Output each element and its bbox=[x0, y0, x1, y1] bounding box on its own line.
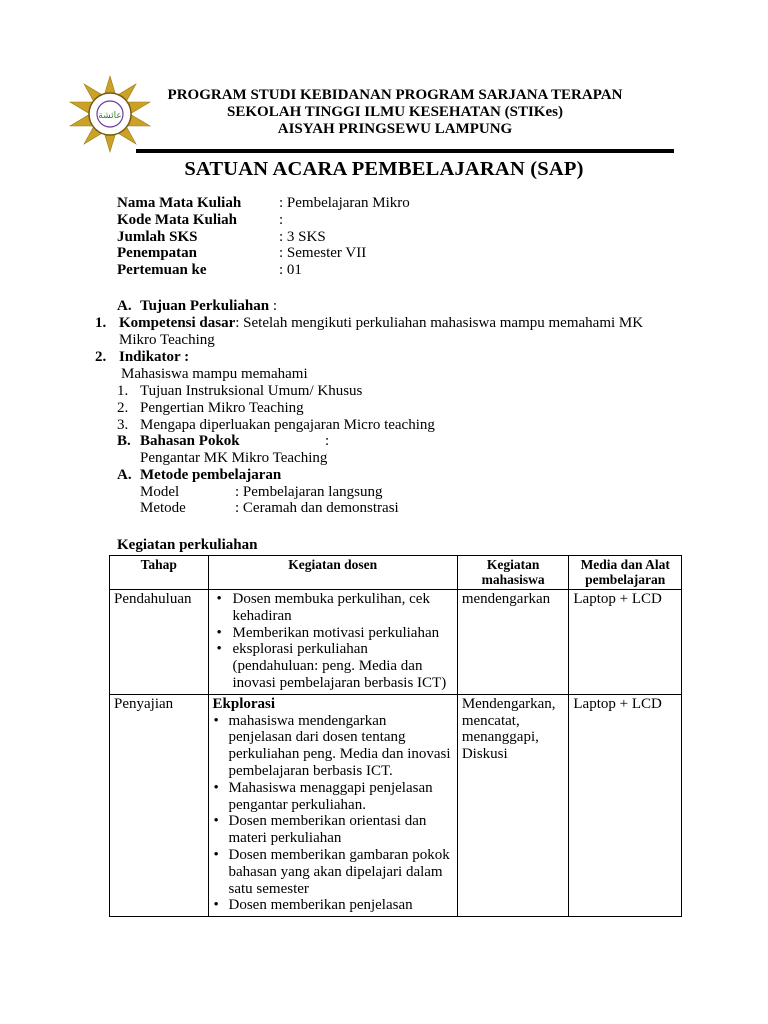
header-line-2: SEKOLAH TINGGI ILMU KESEHATAN (STIKes) bbox=[227, 104, 563, 120]
dosen-list bbox=[213, 591, 453, 692]
tahap-cell: Penyajian bbox=[110, 694, 209, 916]
table-row bbox=[110, 590, 682, 695]
indikator-intro: Mahasiswa mampu memahami bbox=[121, 366, 308, 382]
table-row bbox=[110, 694, 682, 916]
dosen-heading: Ekplorasi bbox=[212, 695, 276, 712]
header-line-3: AISYAH PRINGSEWU LAMPUNG bbox=[277, 121, 513, 137]
bahasan-colon: : bbox=[325, 433, 330, 449]
info-value: : 3 SKS bbox=[279, 228, 326, 245]
metode-type-label: Metode bbox=[140, 500, 186, 516]
tujuan-marker: A. bbox=[117, 298, 132, 314]
tujuan-colon: : bbox=[269, 298, 278, 314]
table-header: Kegiatan mahasiswa bbox=[457, 556, 569, 590]
info-label: Penempatan bbox=[117, 245, 197, 262]
dosen-cell bbox=[208, 694, 457, 916]
indikator-item-num: 1. bbox=[117, 383, 129, 399]
table-header-row bbox=[110, 556, 682, 590]
kompetensi-line-2: Mikro Teaching bbox=[119, 332, 215, 348]
bahasan-marker: B. bbox=[117, 433, 131, 449]
metode-label: Metode pembelajaran bbox=[140, 467, 282, 483]
metode-marker: A. bbox=[117, 467, 132, 483]
info-label: Jumlah SKS bbox=[117, 228, 198, 245]
info-row bbox=[117, 245, 410, 262]
list-item: • mahasiswa mendengarkan penjelasan dari dosen tentang perkuliahan peng. Media dan inovasi pembelajaran berbasis ICT. bbox=[213, 713, 453, 780]
tujuan-label: Tujuan Perkuliahan bbox=[140, 298, 270, 314]
info-label: Kode Mata Kuliah bbox=[117, 211, 238, 228]
bahasan-text: Pengantar MK Mikro Teaching bbox=[140, 450, 328, 466]
kompetensi-text: : Setelah mengikuti perkuliahan mahasiswa mampu memahami MK bbox=[235, 315, 644, 331]
kompetensi-marker: 1. bbox=[95, 315, 107, 331]
list-item: • Dosen memberikan gambaran pokok bahasan yang akan dipelajari dalam satu semester bbox=[213, 847, 453, 897]
dosen-cell bbox=[208, 590, 457, 695]
indikator-item-text: Mengapa diperluakan pengajaran Micro teaching bbox=[140, 417, 435, 433]
info-label: Pertemuan ke bbox=[117, 262, 207, 279]
list-item: • Dosen memberikan penjelasan bbox=[213, 897, 453, 914]
tahap-cell: Pendahuluan bbox=[110, 590, 209, 695]
header-divider bbox=[136, 149, 674, 153]
table-header: Media dan Alat pembelajaran bbox=[569, 556, 682, 590]
info-label: Nama Mata Kuliah bbox=[117, 195, 242, 211]
info-row bbox=[117, 262, 410, 279]
tujuan-heading bbox=[140, 298, 277, 315]
stikes-aisyah-logo bbox=[60, 74, 160, 156]
model-value: : Pembelajaran langsung bbox=[235, 484, 383, 500]
header-line-1: PROGRAM STUDI KEBIDANAN PROGRAM SARJANA TERAPAN bbox=[167, 87, 623, 103]
dosen-list bbox=[213, 713, 453, 915]
info-value: : bbox=[279, 211, 284, 228]
list-item: • Mahasiswa menaggapi penjelasan pengantar perkuliahan. bbox=[213, 780, 453, 814]
info-value: : Pembelajaran Mikro bbox=[279, 195, 410, 211]
svg-text:عائشة: عائشة bbox=[98, 111, 122, 121]
kompetensi-line-1 bbox=[119, 315, 643, 332]
info-row bbox=[117, 229, 410, 246]
course-info bbox=[117, 195, 410, 279]
kegiatan-title: Kegiatan perkuliahan bbox=[117, 537, 258, 553]
mahasiswa-cell: mendengarkan bbox=[457, 590, 569, 695]
info-row bbox=[117, 195, 410, 212]
list-item: • Memberikan motivasi perkuliahan bbox=[213, 625, 453, 642]
media-cell: Laptop + LCD bbox=[569, 694, 682, 916]
list-item: • eksplorasi perkuliahan (pendahuluan: peng. Media dan inovasi pembelajaran berbasis ICT) bbox=[213, 641, 453, 691]
model-label: Model bbox=[140, 484, 180, 500]
indikator-marker: 2. bbox=[95, 349, 107, 365]
media-cell: Laptop + LCD bbox=[569, 590, 682, 695]
table-header: Tahap bbox=[110, 556, 209, 590]
metode-type-value: : Ceramah dan demonstrasi bbox=[235, 500, 399, 516]
document-title: SATUAN ACARA PEMBELAJARAN (SAP) bbox=[184, 158, 584, 180]
indikator-item-num: 2. bbox=[117, 400, 129, 416]
indikator-label: Indikator : bbox=[119, 349, 190, 365]
list-item: • Dosen memberikan orientasi dan materi perkuliahan bbox=[213, 813, 453, 847]
info-value: : 01 bbox=[279, 262, 302, 279]
info-value: : Semester VII bbox=[279, 245, 367, 262]
kegiatan-table bbox=[109, 555, 682, 917]
mahasiswa-cell: Mendengarkan, mencatat, menanggapi, Diskusi bbox=[457, 694, 569, 916]
kompetensi-label: Kompetensi dasar bbox=[119, 315, 236, 331]
bahasan-label: Bahasan Pokok bbox=[140, 433, 240, 449]
list-item: • Dosen membuka perkulihan, cek kehadiran bbox=[213, 591, 453, 625]
indikator-item-text: Pengertian Mikro Teaching bbox=[140, 400, 304, 416]
table-header: Kegiatan dosen bbox=[208, 556, 457, 590]
indikator-item-text: Tujuan Instruksional Umum/ Khusus bbox=[140, 383, 363, 399]
info-row bbox=[117, 212, 410, 229]
indikator-item-num: 3. bbox=[117, 417, 129, 433]
